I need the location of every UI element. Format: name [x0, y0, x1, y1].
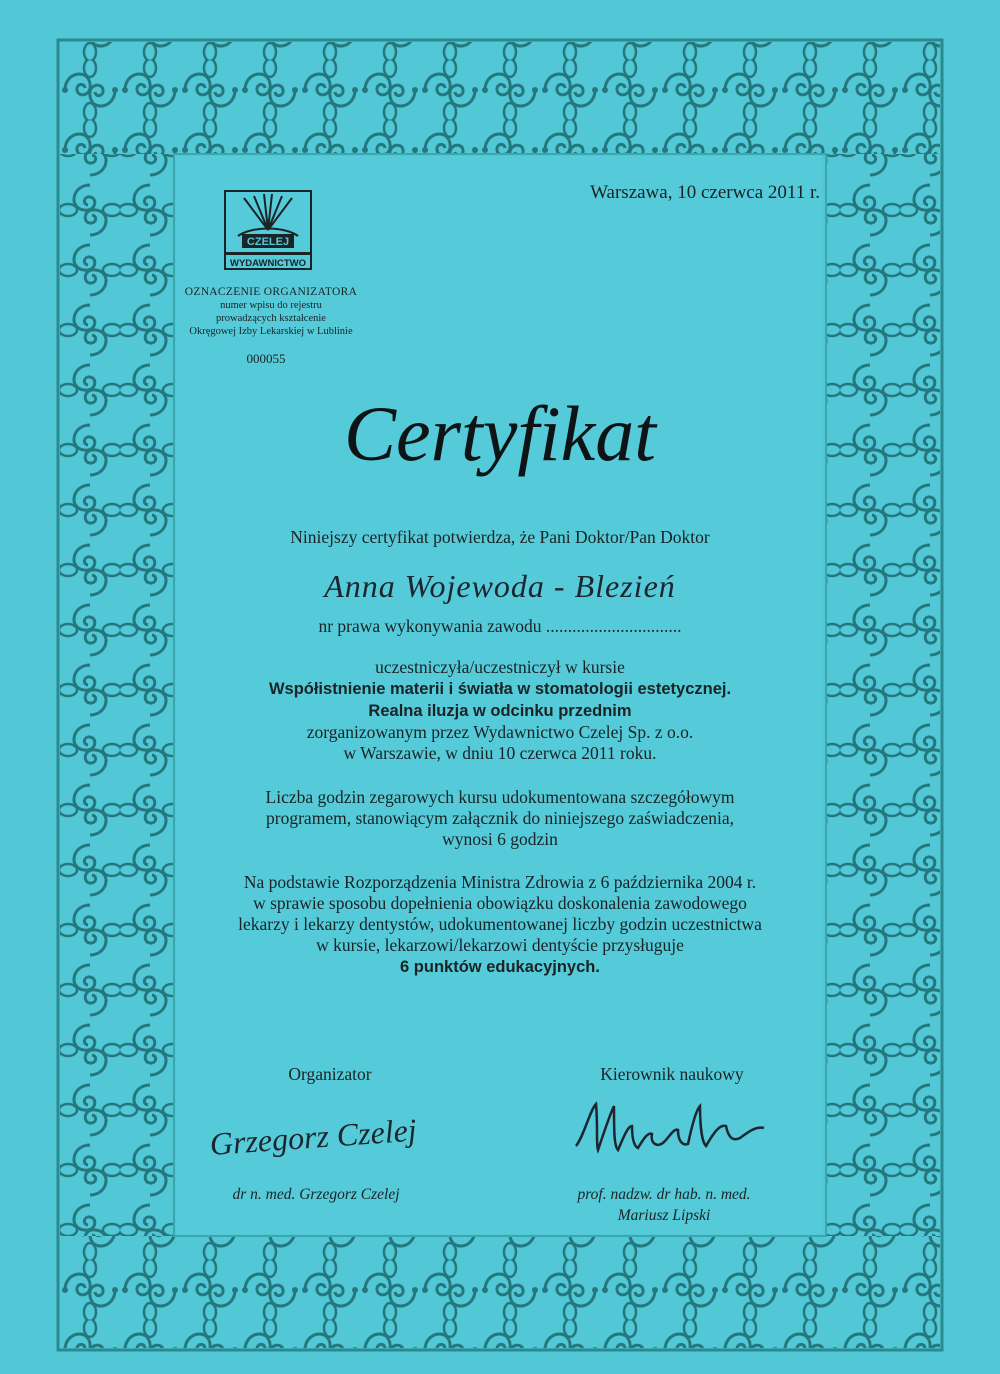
organizer-label: Organizator [288, 1064, 372, 1084]
hours-section [150, 787, 850, 850]
issue-date: Warszawa, 10 czerwca 2011 r. [590, 182, 820, 203]
director-title: prof. nadzw. dr hab. n. med. [577, 1186, 751, 1203]
hours-line-1: Liczba godzin zegarowych kursu udokumentowana szczegółowym [265, 787, 735, 807]
organizer-line-3: Okręgowej Izby Lekarskiej w Lublinie [189, 326, 353, 337]
regulation-line-4: w kursie, lekarzowi/lekarzowi dentyście przysługuje [316, 935, 684, 955]
organizer-heading: OZNACZENIE ORGANIZATORA [184, 286, 358, 298]
organizer-name: dr n. med. Grzegorz Czelej [232, 1186, 400, 1203]
regulation-section [150, 872, 850, 978]
regulation-line-3: lekarzy i lekarzy dentystów, udokumentowanej liczby godzin uczestnictwa [238, 914, 762, 934]
education-points: 6 punktów edukacyjnych. [400, 958, 600, 976]
director-signature [570, 1096, 770, 1166]
organizer-line-2: prowadzących kształcenie [216, 313, 326, 324]
title-text: Certyfikat [344, 390, 656, 477]
organizer-signature [200, 1102, 430, 1168]
course-title-2: Realna iluzja w odcinku przednim [368, 702, 632, 720]
certificate-title [330, 368, 670, 492]
course-line-1: uczestniczyła/uczestniczył w kursie [375, 657, 625, 677]
publisher-logo [224, 190, 312, 270]
course-section [150, 657, 850, 764]
course-title-1: Współistnienie materii i światła w stomatologii estetycznej. [268, 680, 732, 698]
scientific-director-label: Kierownik naukowy [600, 1064, 744, 1084]
license-line: nr prawa wykonywania zawodu ............................... [318, 616, 682, 636]
hours-line-3: wynosi 6 godzin [442, 829, 558, 849]
logo-text-bottom: WYDAWNICTWO [230, 258, 306, 269]
regulation-line-2: w sprawie sposobu dopełnienia obowiązku doskonalenia zawodowego [253, 893, 747, 913]
recipient-name: Anna Wojewoda - Blezień [324, 568, 676, 604]
course-line-5: w Warszawie, w dniu 10 czerwca 2011 roku. [343, 743, 657, 763]
director-name [514, 1184, 814, 1226]
organizer-designation [160, 286, 382, 365]
registry-number: 000055 [246, 351, 286, 366]
intro-line: Niniejszy certyfikat potwierdza, że Pani Doktor/Pan Doktor [290, 527, 710, 547]
regulation-line-1: Na podstawie Rozporządzenia Ministra Zdrowia z 6 października 2004 r. [243, 872, 757, 892]
organizer-signature-text: Grzegorz Czelej [208, 1111, 418, 1162]
logo-text-top: CZELEJ [246, 236, 290, 248]
course-line-4: zorganizowanym przez Wydawnictwo Czelej Sp. z o.o. [306, 722, 694, 742]
director-fullname: Mariusz Lipski [617, 1207, 711, 1224]
hours-line-2: programem, stanowiącym załącznik do niniejszego zaświadczenia, [266, 808, 734, 828]
organizer-line-1: numer wpisu do rejestru [220, 300, 322, 311]
